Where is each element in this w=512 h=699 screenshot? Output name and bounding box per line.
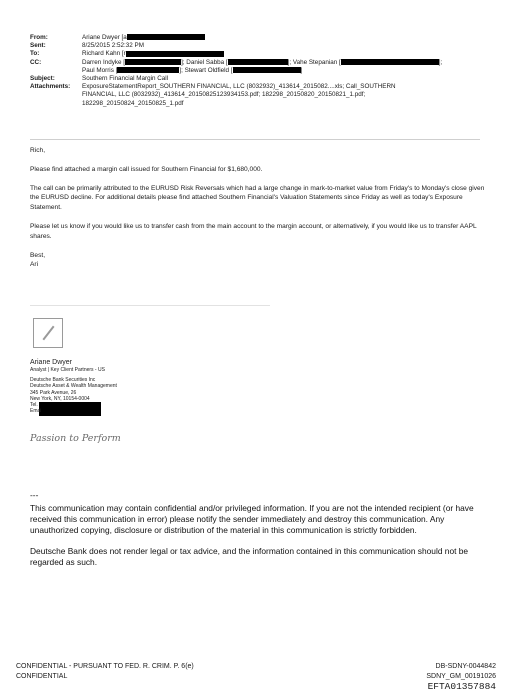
bates-sdny: SDNY_GM_00191026 (426, 673, 496, 680)
bates-efta: EFTA01357884 (427, 681, 496, 692)
attachments-label: Attachments: (30, 83, 71, 91)
signature-company-2: Deutsche Asset & Wealth Management (30, 383, 117, 390)
signature-company-1: Deutsche Bank Securities Inc (30, 377, 96, 384)
disclaimer (30, 490, 490, 578)
greeting: Rich, (30, 147, 46, 154)
body-paragraph-2: The call can be primarily attributed to the EURUSD Risk Reversals which had a large change in mark-to-market value from Friday's to Monday's close given the EURUSD decline. For additional details please find attached Southern Financial's Valuation Statements since Friday as well as today's Exposure Statement. (30, 184, 485, 212)
from-label: From: (30, 34, 48, 41)
to-label: To: (30, 50, 40, 58)
subject-value: Southern Financial Margin Call (82, 75, 169, 83)
cc-name-indyke: Darren Indyke [ (82, 58, 126, 66)
disclaimer-paragraph-2: Deutsche Bank does not render legal or tax advice, and the information contained in this communication should not be regarded as such. (30, 546, 469, 567)
redaction (127, 34, 205, 40)
email-header (30, 34, 490, 108)
attachments-row (30, 83, 490, 108)
sent-value: 8/25/2015 2:52:32 PM (82, 42, 144, 50)
cc-end: ]; (438, 58, 443, 66)
redaction (126, 51, 224, 57)
cc-end: ] (300, 66, 303, 74)
cc-row (30, 59, 490, 67)
slogan: Passion to Perform (30, 433, 121, 444)
signature-name: Ariane Dwyer (30, 359, 73, 366)
footer-confidential-pursuant: CONFIDENTIAL - PURSUANT TO FED. R. CRIM. P. 6(e) (16, 663, 194, 670)
deutsche-bank-logo-icon (33, 318, 63, 348)
to-value: Richard Kahn [r (82, 50, 126, 58)
redaction (341, 59, 439, 65)
cc-name-oldfield: ]; Stewart Oldfield [ (179, 66, 233, 74)
body-paragraph-1: Please find attached a margin call issued for Southern Financial for $1,680,000. (30, 165, 263, 173)
subject-label: Subject: (30, 75, 55, 83)
sender-sign: Ari (30, 261, 39, 269)
redaction (228, 59, 288, 65)
footer-right (426, 662, 496, 692)
signature-block (30, 358, 117, 414)
signature-address-2: New York, NY, 10154-0004 (30, 395, 90, 402)
bates-db: DB-SDNY-0044842 (435, 663, 496, 670)
to-row (30, 50, 490, 58)
sent-label: Sent: (30, 42, 46, 50)
footer-confidential: CONFIDENTIAL (16, 673, 68, 680)
signature-title: Analyst | Key Client Partners - US (30, 367, 105, 373)
cc-label: CC: (30, 58, 42, 66)
redaction (117, 67, 179, 73)
footer-left (16, 662, 194, 682)
signature-tel: Tel. (30, 402, 38, 409)
attachments-line-1: ExposureStatementReport_SOUTHERN FINANCIAL, LLC (8032932)_413614_2015082....xls; Call_SOUTHERN (82, 83, 396, 91)
cc-name-sabba: ]; Daniel Sabba [ (181, 58, 228, 66)
from-row (30, 34, 490, 42)
cc-row-2 (30, 67, 490, 75)
cc-name-stepanian: ]; Vahe Stepanian [ (287, 58, 341, 66)
email-body (30, 146, 485, 270)
subject-row (30, 75, 490, 83)
body-paragraph-3: Please let us know if you would like us to transfer cash from the main account to the margin account, or alternatively, if you would like us to transfer AAPL shares. (30, 222, 477, 240)
header-divider (30, 139, 480, 140)
disclaimer-paragraph-1: This communication may contain confidential and/or privileged information. If you are not the intended recipient (or have received this communication in error) please notify the sender immediately and destroy this communication. Any unauthorized copying, disclosure or distribution of the material in this communication is strictly forbidden. (30, 503, 474, 535)
signature-address-1: 345 Park Avenue, 26 (30, 389, 77, 396)
signature-separator (30, 305, 270, 306)
signature-email: Emai (30, 408, 42, 415)
redaction (125, 59, 181, 65)
attachments-line-2: FINANCIAL, LLC (8032932)_413614_20150825123934153.pdf; 182298_20150820_20150821_1.pdf; (82, 91, 366, 99)
from-value: Ariane Dwyer [a (82, 34, 127, 41)
redaction (39, 402, 101, 416)
closing: Best, (30, 251, 46, 259)
sent-row (30, 42, 490, 50)
attachments-line-3: 182298_20150824_20150825_1.pdf (82, 99, 184, 107)
cc-name-morris: Paul Morris [ (82, 66, 118, 74)
disclaimer-dashes: --- (30, 490, 39, 500)
redaction (233, 67, 301, 73)
